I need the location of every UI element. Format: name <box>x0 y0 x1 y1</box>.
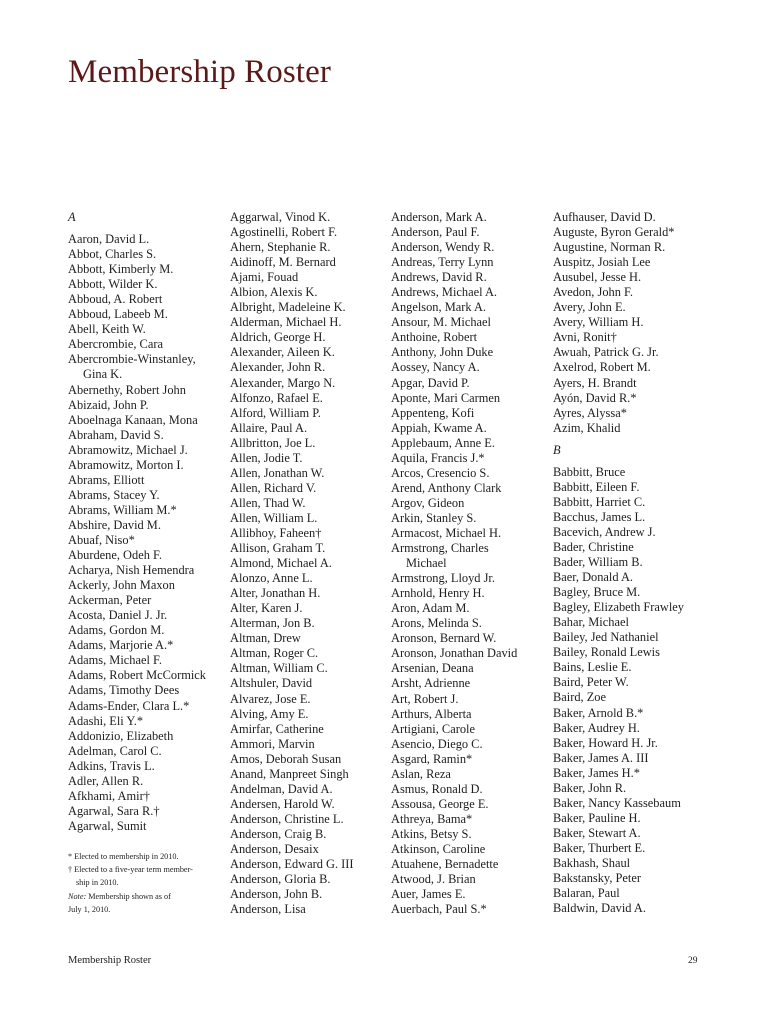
roster-entry: Arsenian, Deana <box>391 661 474 676</box>
footnote-note-text: Membership shown as of <box>86 891 171 901</box>
roster-entry: Allison, Graham T. <box>230 541 326 556</box>
roster-entry: Alexander, John R. <box>230 360 326 375</box>
roster-entry: Anderson, Craig B. <box>230 826 327 841</box>
roster-entry: Altman, William C. <box>230 661 328 676</box>
roster-entry: Awuah, Patrick G. Jr. <box>553 345 659 360</box>
roster-entry: Asencio, Diego C. <box>391 736 483 751</box>
roster-entry: Alterman, Jon B. <box>230 616 315 631</box>
roster-entry: Bahar, Michael <box>553 615 629 630</box>
roster-entry: Adelman, Carol C. <box>68 743 162 758</box>
footnote-term <box>68 863 218 889</box>
roster-entry: Auer, James E. <box>391 887 466 902</box>
roster-entry: Atkins, Betsy S. <box>391 826 472 841</box>
roster-entry: Abraham, David S. <box>68 427 164 442</box>
roster-entry: Andrews, Michael A. <box>391 285 497 300</box>
roster-entry: Atwood, J. Brian <box>391 872 476 887</box>
roster-entry-continuation: Gina K. <box>83 367 123 382</box>
roster-entry: Allen, William L. <box>230 510 318 525</box>
roster-entry: Acosta, Daniel J. Jr. <box>68 608 168 623</box>
section-letter: A <box>68 210 76 224</box>
roster-entry: Alving, Amy E. <box>230 706 309 721</box>
roster-entry: Anderson, John B. <box>230 887 323 902</box>
roster-entry: Albion, Alexis K. <box>230 285 318 300</box>
page-number: 29 <box>688 956 698 966</box>
roster-entry: Amos, Deborah Susan <box>230 751 342 766</box>
roster-entry: Assousa, George E. <box>391 796 489 811</box>
roster-entry: Abuaf, Niso* <box>68 532 135 547</box>
roster-entry: Avedon, John F. <box>553 285 634 300</box>
roster-entry: Avni, Ronit† <box>553 330 617 345</box>
roster-entry: Addonizio, Elizabeth <box>68 728 174 743</box>
roster-entry: Ammori, Marvin <box>230 736 315 751</box>
roster-columns <box>68 210 708 940</box>
roster-entry: Bailey, Ronald Lewis <box>553 645 660 660</box>
roster-entry: Altman, Drew <box>230 631 301 646</box>
roster-entry: Ausubel, Jesse H. <box>553 270 642 285</box>
roster-entry: Armstrong, Lloyd Jr. <box>391 571 495 586</box>
roster-entry: Artigiani, Carole <box>391 721 475 736</box>
roster-entry: Anderson, Paul F. <box>391 225 480 240</box>
footnote-note-label: Note: <box>68 891 87 901</box>
roster-entry: Appiah, Kwame A. <box>391 420 487 435</box>
roster-entry: Abercrombie-Winstanley, <box>68 352 196 367</box>
roster-entry: Baker, Audrey H. <box>553 720 640 735</box>
roster-entry: Amirfar, Catherine <box>230 721 324 736</box>
roster-entry: Altshuler, David <box>230 676 313 691</box>
footnote-elected: * Elected to membership in 2010. <box>68 851 179 861</box>
roster-entry: Anderson, Lisa <box>230 902 306 917</box>
roster-entry: Apgar, David P. <box>391 375 470 390</box>
roster-entry: Bader, William B. <box>553 555 643 570</box>
roster-entry: Ayers, H. Brandt <box>553 375 637 390</box>
roster-entry: Anderson, Wendy R. <box>391 240 495 255</box>
roster-entry: Abrams, William M.* <box>68 502 177 517</box>
roster-entry: Abboud, A. Robert <box>68 292 163 307</box>
roster-entry: Abell, Keith W. <box>68 322 146 337</box>
roster-entry: Adams, Gordon M. <box>68 623 165 638</box>
roster-entry: Aronson, Jonathan David <box>391 646 518 661</box>
roster-entry: Atuahene, Bernadette <box>391 857 499 872</box>
roster-entry: Agarwal, Sumit <box>68 818 147 833</box>
roster-entry: Aponte, Mari Carmen <box>391 390 501 405</box>
section-letter: B <box>553 442 561 457</box>
roster-entry: Bakhash, Shaul <box>553 855 631 870</box>
roster-entry: Allen, Jonathan W. <box>230 465 325 480</box>
roster-entry: Alford, William P. <box>230 405 321 420</box>
roster-entry: Bacevich, Andrew J. <box>553 524 656 539</box>
roster-entry: Abernethy, Robert John <box>68 382 186 397</box>
roster-entry: Aggarwal, Vinod K. <box>230 210 331 224</box>
roster-entry: Anderson, Edward G. III <box>230 857 354 872</box>
roster-column-1 <box>68 210 238 916</box>
roster-entry: Ahern, Stephanie R. <box>230 240 331 255</box>
roster-entry: Anderson, Gloria B. <box>230 872 331 887</box>
footnote-note-line-2: July 1, 2010. <box>68 904 111 914</box>
page-title: Membership Roster <box>68 54 331 90</box>
roster-column-4 <box>553 210 723 916</box>
roster-entry: Abizaid, John P. <box>68 397 149 412</box>
running-footer: Membership Roster <box>68 955 152 966</box>
roster-entry: Babbitt, Eileen F. <box>553 479 640 494</box>
roster-entry: Arend, Anthony Clark <box>391 480 502 495</box>
roster-entry: Baird, Zoe <box>553 690 606 705</box>
roster-entry: Abramowitz, Michael J. <box>68 442 188 457</box>
roster-entry: Adams-Ender, Clara L.* <box>68 698 190 713</box>
roster-entry: Alonzo, Anne L. <box>230 571 313 586</box>
roster-entry: Atkinson, Caroline <box>391 841 486 856</box>
roster-entry: Arnhold, Henry H. <box>391 586 485 601</box>
roster-entry: Appenteng, Kofi <box>391 405 475 420</box>
roster-entry: Agarwal, Sara R.† <box>68 803 160 818</box>
roster-entry: Aron, Adam M. <box>391 601 470 616</box>
roster-entry: Abbot, Charles S. <box>68 247 157 262</box>
roster-entry: Abramowitz, Morton I. <box>68 457 184 472</box>
roster-entry: Allen, Thad W. <box>230 495 306 510</box>
roster-entry: Aquila, Francis J.* <box>391 450 485 465</box>
roster-entry: Avery, William H. <box>553 315 644 330</box>
roster-entry: Anthony, John Duke <box>391 345 494 360</box>
roster-entry: Abercrombie, Cara <box>68 337 163 352</box>
roster-entry: Adashi, Eli Y.* <box>68 713 144 728</box>
roster-entry: Abrams, Stacey Y. <box>68 487 160 502</box>
roster-entry: Azim, Khalid <box>553 420 621 435</box>
roster-entry: Alter, Jonathan H. <box>230 586 321 601</box>
roster-entry: Baldwin, David A. <box>553 901 646 916</box>
roster-entry: Augustine, Norman R. <box>553 240 666 255</box>
roster-entry: Andelman, David A. <box>230 781 333 796</box>
roster-entry: Ajami, Fouad <box>230 270 299 285</box>
roster-entry: Acharya, Nish Hemendra <box>68 563 195 578</box>
roster-entry: Alexander, Margo N. <box>230 375 336 390</box>
roster-entry: Bader, Christine <box>553 539 634 554</box>
footnote-term-line-1: † Elected to a five-year term member- <box>68 865 193 875</box>
roster-entry: Bains, Leslie E. <box>553 660 632 675</box>
roster-entry-continuation: Michael <box>406 556 447 571</box>
roster-entry: Andrews, David R. <box>391 270 487 285</box>
roster-entry: Albright, Madeleine K. <box>230 300 346 315</box>
roster-entry: Baker, Pauline H. <box>553 810 641 825</box>
footnote-term-line-2: ship in 2010. <box>76 878 119 888</box>
roster-entry: Bailey, Jed Nathaniel <box>553 630 659 645</box>
roster-entry: Arthurs, Alberta <box>391 706 472 721</box>
roster-entry: Adams, Michael F. <box>68 653 162 668</box>
roster-entry: Avery, John E. <box>553 300 626 315</box>
roster-entry: Altman, Roger C. <box>230 646 319 661</box>
roster-entry: Bacchus, James L. <box>553 509 646 524</box>
footnote-note <box>68 890 218 916</box>
roster-entry: Abboud, Labeeb M. <box>68 307 168 322</box>
roster-entry: Auspitz, Josiah Lee <box>553 255 651 270</box>
roster-entry: Andreas, Terry Lynn <box>391 255 494 270</box>
roster-entry: Babbitt, Bruce <box>553 464 626 479</box>
roster-entry: Allen, Jodie T. <box>230 450 303 465</box>
roster-entry: Babbitt, Harriet C. <box>553 494 646 509</box>
roster-entry: Armacost, Michael H. <box>391 525 502 540</box>
roster-entry: Alfonzo, Rafael E. <box>230 390 323 405</box>
roster-entry: Ayres, Alyssa* <box>553 405 627 420</box>
roster-entry: Abbott, Wilder K. <box>68 277 158 292</box>
roster-entry: Ackerman, Peter <box>68 593 152 608</box>
roster-entry: Argov, Gideon <box>391 495 465 510</box>
roster-entry: Auguste, Byron Gerald* <box>553 225 675 240</box>
roster-entry: Bagley, Elizabeth Frawley <box>553 600 684 615</box>
roster-entry: Arons, Melinda S. <box>391 616 482 631</box>
roster-entry: Allibhoy, Faheen† <box>230 525 322 540</box>
roster-entry: Allaire, Paul A. <box>230 420 308 435</box>
roster-entry: Aslan, Reza <box>391 766 451 781</box>
roster-entry: Aronson, Bernard W. <box>391 631 497 646</box>
roster-entry: Anderson, Desaix <box>230 841 319 856</box>
roster-entry: Aidinoff, M. Bernard <box>230 255 336 270</box>
roster-entry: Bagley, Bruce M. <box>553 585 641 600</box>
roster-entry: Agostinelli, Robert F. <box>230 225 338 240</box>
roster-entry: Adams, Timothy Dees <box>68 683 180 698</box>
roster-entry: Baker, John R. <box>553 780 627 795</box>
roster-entry: Athreya, Bama* <box>391 811 473 826</box>
roster-entry: Armstrong, Charles <box>391 541 489 556</box>
roster-entry: Alvarez, Jose E. <box>230 691 311 706</box>
roster-entry: Ayón, David R.* <box>553 390 637 405</box>
roster-entry: Baker, Howard H. Jr. <box>553 735 658 750</box>
roster-entry: Applebaum, Anne E. <box>391 435 495 450</box>
roster-entry: Anderson, Christine L. <box>230 811 344 826</box>
roster-entry: Alexander, Aileen K. <box>230 345 335 360</box>
roster-entry: Baker, Thurbert E. <box>553 840 646 855</box>
roster-entry: Adkins, Travis L. <box>68 758 155 773</box>
roster-entry: Asgard, Ramin* <box>391 751 473 766</box>
roster-entry: Alter, Karen J. <box>230 601 303 616</box>
roster-entry: Almond, Michael A. <box>230 556 332 571</box>
roster-entry: Allen, Richard V. <box>230 480 317 495</box>
roster-entry: Asmus, Ronald D. <box>391 781 483 796</box>
roster-entry: Arkin, Stanley S. <box>391 510 477 525</box>
roster-entry: Angelson, Mark A. <box>391 300 486 315</box>
roster-entry: Adams, Robert McCormick <box>68 668 206 683</box>
roster-entry: Arsht, Adrienne <box>391 676 471 691</box>
roster-column-2 <box>230 210 400 917</box>
roster-entry: Aaron, David L. <box>68 232 150 247</box>
roster-entry: Anderson, Mark A. <box>391 210 487 224</box>
roster-entry: Axelrod, Robert M. <box>553 360 651 375</box>
roster-entry: Bakstansky, Peter <box>553 871 641 886</box>
roster-entry: Abshire, David M. <box>68 517 161 532</box>
roster-entry: Allbritton, Joe L. <box>230 435 316 450</box>
roster-entry: Baker, Arnold B.* <box>553 705 644 720</box>
roster-entry: Baer, Donald A. <box>553 570 634 585</box>
roster-entry: Adler, Allen R. <box>68 773 144 788</box>
roster-entry: Auerbach, Paul S.* <box>391 902 487 917</box>
roster-entry: Aburdene, Odeh F. <box>68 548 162 563</box>
roster-entry: Afkhami, Amir† <box>68 788 150 803</box>
roster-entry: Anand, Manpreet Singh <box>230 766 349 781</box>
roster-entry: Aldrich, George H. <box>230 330 326 345</box>
roster-entry: Baker, James H.* <box>553 765 640 780</box>
roster-entry: Anthoine, Robert <box>391 330 478 345</box>
roster-entry: Adams, Marjorie A.* <box>68 638 174 653</box>
roster-entry: Aboelnaga Kanaan, Mona <box>68 412 198 427</box>
roster-entry: Alderman, Michael H. <box>230 315 342 330</box>
roster-entry: Arcos, Cresencio S. <box>391 465 490 480</box>
roster-entry: Aufhauser, David D. <box>553 210 656 224</box>
roster-entry: Baker, James A. III <box>553 750 649 765</box>
roster-entry: Abbott, Kimberly M. <box>68 262 174 277</box>
roster-entry: Balaran, Paul <box>553 886 620 901</box>
roster-entry: Ackerly, John Maxon <box>68 578 175 593</box>
roster-entry: Abrams, Elliott <box>68 472 145 487</box>
roster-entry: Andersen, Harold W. <box>230 796 335 811</box>
footnotes <box>68 850 218 916</box>
roster-entry: Art, Robert J. <box>391 691 459 706</box>
roster-column-3 <box>391 210 561 917</box>
roster-entry: Aossey, Nancy A. <box>391 360 480 375</box>
roster-entry: Baird, Peter W. <box>553 675 629 690</box>
roster-entry: Baker, Stewart A. <box>553 825 641 840</box>
roster-entry: Ansour, M. Michael <box>391 315 491 330</box>
roster-entry: Baker, Nancy Kassebaum <box>553 795 681 810</box>
